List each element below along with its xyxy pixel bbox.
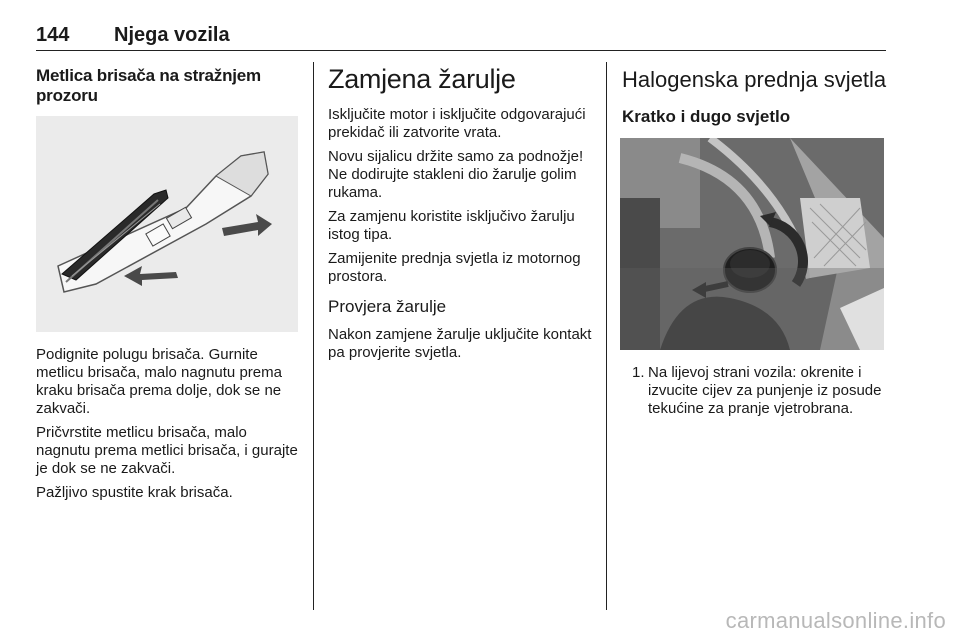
column-divider bbox=[313, 62, 314, 610]
step-text: Na lijevoj strani vozila: okrenite i izvucite cijev za punjenje iz posude tekućine za pranje vjetrobrana. bbox=[648, 364, 882, 417]
bulb-replacement-heading: Zamjena žarulje bbox=[328, 64, 516, 94]
wiper-arm-drawing bbox=[36, 116, 298, 332]
bulb-paragraph: Isključite motor i isključite odgovarajući prekidač ili zatvorite vrata. bbox=[328, 106, 586, 141]
bulb-paragraph: Zamijenite prednja svjetla iz motornog prostora. bbox=[328, 250, 581, 285]
chapter-title: Njega vozila bbox=[114, 24, 230, 46]
column-divider bbox=[606, 62, 607, 610]
engine-compartment-photo bbox=[620, 138, 884, 350]
wiper-heading: Metlica brisača na stražnjem prozoru bbox=[36, 66, 261, 105]
bulb-paragraph: Novu sijalicu držite samo za podnožje! Ne dodirujte stakleni dio žarulje golim rukama. bbox=[328, 148, 584, 201]
watermark: carmanualsonline.info bbox=[725, 608, 946, 633]
wiper-arm-illustration bbox=[36, 116, 298, 332]
list-item bbox=[622, 364, 886, 418]
wiper-paragraph: Pričvrstite metlicu brisača, malo nagnutu prema metlici brisača, i gurajte je dok se ne zakvači. bbox=[36, 424, 298, 477]
page-number: 144 bbox=[36, 24, 70, 46]
column-wiper bbox=[36, 62, 298, 508]
step-number: 1. bbox=[632, 364, 645, 381]
bulb-check-heading: Provjera žarulje bbox=[328, 297, 447, 316]
column-halogen-headlights bbox=[622, 62, 886, 418]
halogen-heading: Halogenska prednja svjetla bbox=[622, 67, 887, 92]
steps-list bbox=[622, 364, 886, 418]
wiper-paragraph: Podignite polugu brisača. Gurnite metlicu brisača, malo nagnutu prema kraku brisača prema dolje, dok se ne zakvači. bbox=[36, 346, 282, 417]
engine-compartment-drawing bbox=[620, 138, 884, 350]
page-header bbox=[36, 24, 886, 51]
bulb-check-paragraph: Nakon zamjene žarulje uključite kontakt pa provjerite svjetla. bbox=[328, 326, 592, 361]
column-bulb-replacement bbox=[328, 62, 592, 368]
low-high-beam-heading: Kratko i dugo svjetlo bbox=[622, 107, 791, 126]
wiper-paragraph: Pažljivo spustite krak brisača. bbox=[36, 484, 233, 501]
bulb-paragraph: Za zamjenu koristite isključivo žarulju istog tipa. bbox=[328, 208, 575, 243]
